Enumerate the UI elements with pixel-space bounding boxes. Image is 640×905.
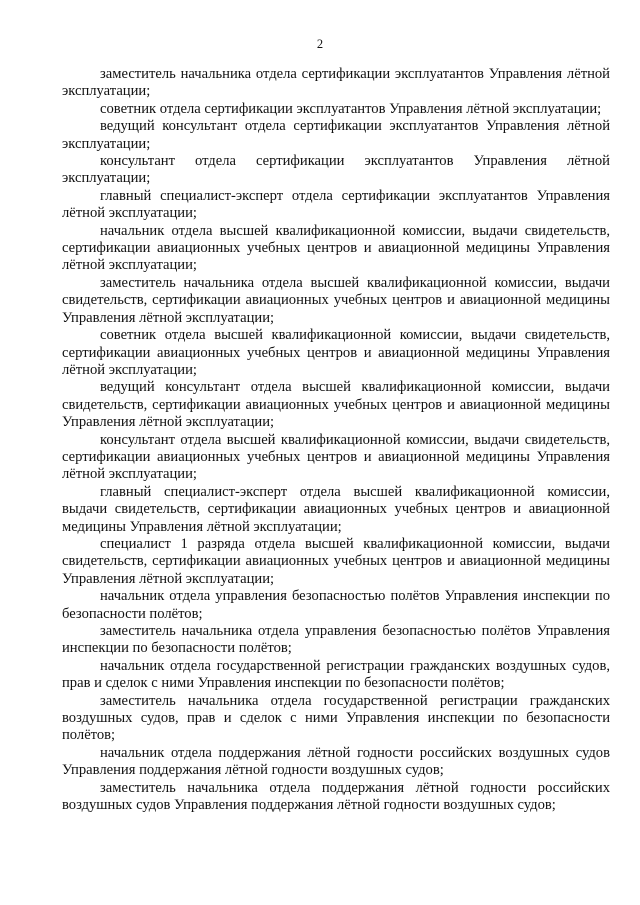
list-item: ведущий консультант отдела высшей квалификационной комиссии, выдачи свидетельств, сертификации авиационных учебных центров и авиационной медицины Управления лётной эксплуатации; (62, 379, 610, 431)
list-item: советник отдела высшей квалификационной комиссии, выдачи свидетельств, сертификации авиационных учебных центров и авиационной медицины Управления лётной эксплуатации; (62, 327, 610, 378)
list-item: заместитель начальника отдела управления безопасностью полётов Управления инспекции по безопасности полётов; (62, 623, 610, 657)
page-number: 2 (316, 37, 324, 51)
list-item: консультант отдела сертификации эксплуатантов Управления лётной эксплуатации; (62, 153, 610, 187)
list-item: главный специалист-эксперт отдела высшей квалификационной комиссии, выдачи свидетельств, сертификации авиационных учебных центров и авиационной медицины Управления лётной эксплуатации; (62, 483, 610, 535)
list-item: ведущий консультант отдела сертификации эксплуатантов Управления лётной эксплуатации; (62, 118, 610, 152)
list-item: заместитель начальника отдела государственной регистрации гражданских воздушных судов, прав и сделок с ними Управления инспекции по безопасности полётов; (62, 692, 610, 744)
list-item: начальник отдела поддержания лётной годности российских воздушных судов Управления поддержания лётной годности воздушных судов; (62, 744, 610, 779)
list-item: начальник отдела высшей квалификационной комиссии, выдачи свидетельств, сертификации авиационных учебных центров и авиационной медицины Управления лётной эксплуатации; (62, 222, 610, 274)
list-item: заместитель начальника отдела поддержания лётной годности российских воздушных судов Управления поддержания лётной годности воздушных судов; (62, 779, 610, 814)
list-item: заместитель начальника отдела высшей квалификационной комиссии, выдачи свидетельств, сертификации авиационных учебных центров и авиационной медицины Управления лётной эксплуатации; (62, 274, 610, 326)
position-list (62, 66, 610, 814)
list-item: начальник отдела государственной регистрации гражданских воздушных судов, прав и сделок с ними Управления инспекции по безопасности полётов; (62, 657, 610, 692)
list-item: заместитель начальника отдела сертификации эксплуатантов Управления лётной эксплуатации; (62, 66, 610, 100)
list-item: начальник отдела управления безопасностью полётов Управления инспекции по безопасности полётов; (62, 588, 610, 622)
list-item: специалист 1 разряда отдела высшей квалификационной комиссии, выдачи свидетельств, сертификации авиационных учебных центров и авиационной медицины Управления лётной эксплуатации; (62, 535, 610, 587)
list-item: консультант отдела высшей квалификационной комиссии, выдачи свидетельств, сертификации авиационных учебных центров и авиационной медицины Управления лётной эксплуатации; (62, 431, 610, 483)
list-item: советник отдела сертификации эксплуатантов Управления лётной эксплуатации; (100, 100, 602, 117)
list-item: главный специалист-эксперт отдела сертификации эксплуатантов Управления лётной эксплуатации; (62, 187, 610, 222)
